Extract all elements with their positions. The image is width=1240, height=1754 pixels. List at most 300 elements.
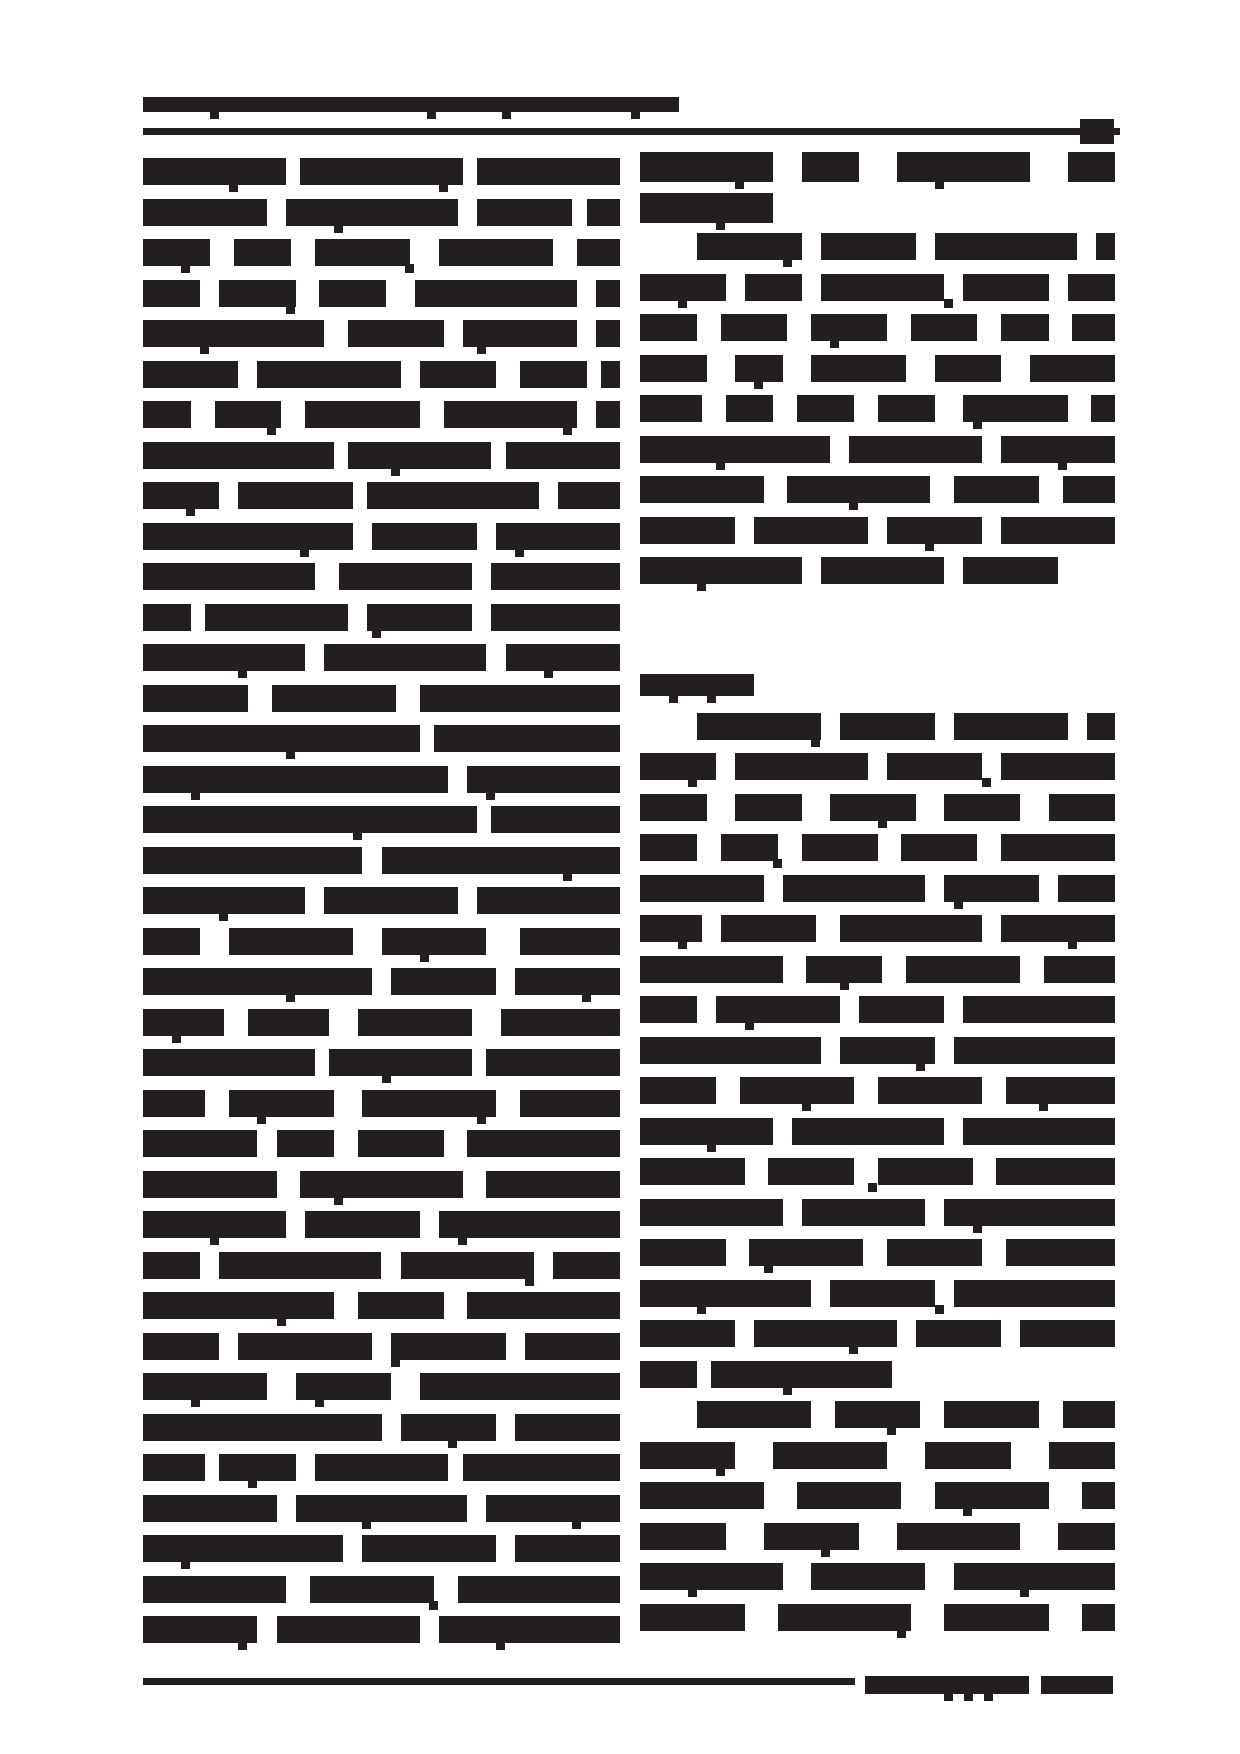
descender-mark xyxy=(1039,1102,1048,1111)
redacted-word xyxy=(1001,753,1115,780)
descender-mark xyxy=(172,1034,181,1043)
redacted-word xyxy=(721,834,778,861)
descender-mark xyxy=(315,1398,324,1407)
redacted-heading-line xyxy=(640,193,1115,234)
redacted-word xyxy=(716,996,840,1023)
redacted-word xyxy=(1063,1401,1115,1428)
redacted-word xyxy=(296,1495,468,1522)
redacted-word xyxy=(467,766,620,793)
redacted-paragraph-line xyxy=(640,1077,1115,1118)
descender-mark xyxy=(582,993,591,1002)
descender-mark xyxy=(745,1021,754,1030)
descender-mark xyxy=(181,264,190,273)
redacted-word xyxy=(1020,1320,1115,1347)
redacted-word xyxy=(143,1211,286,1238)
redacted-paragraph-line xyxy=(640,1118,1115,1159)
redacted-paragraph-line xyxy=(640,956,1115,997)
descender-mark xyxy=(973,1224,982,1233)
redacted-word xyxy=(486,1495,620,1522)
descender-mark xyxy=(334,1196,343,1205)
descender-mark xyxy=(277,1317,286,1326)
descender-mark xyxy=(1020,1588,1029,1597)
redacted-word xyxy=(783,875,926,902)
redacted-word xyxy=(963,996,1115,1023)
descender-mark xyxy=(982,778,991,787)
redacted-paragraph-line xyxy=(143,1333,620,1374)
redacted-word xyxy=(143,644,305,671)
redacted-word xyxy=(143,1130,257,1157)
redacted-word xyxy=(787,476,930,503)
redacted-word xyxy=(391,1333,505,1360)
descender-mark xyxy=(181,1560,190,1569)
redacted-word xyxy=(640,436,830,463)
redacted-word xyxy=(143,199,267,226)
redacted-word xyxy=(238,482,352,509)
redacted-word xyxy=(745,274,802,301)
redacted-word xyxy=(143,320,324,347)
redacted-paragraph-line xyxy=(143,158,620,199)
redacted-word xyxy=(391,968,496,995)
redacted-paragraph-line xyxy=(640,1158,1115,1199)
redacted-word xyxy=(1001,314,1049,341)
redacted-word xyxy=(821,274,945,301)
redacted-paragraph-line xyxy=(143,928,620,969)
descender-mark xyxy=(200,345,209,354)
redacted-paragraph-line xyxy=(143,725,620,766)
redacted-word xyxy=(963,1118,1115,1145)
descender-mark xyxy=(439,183,448,192)
redacted-paragraph-line xyxy=(143,685,620,726)
redacted-word xyxy=(778,1604,911,1631)
redacted-word xyxy=(520,361,587,388)
redacted-word xyxy=(640,355,707,382)
redacted-paragraph-line xyxy=(143,1211,620,1252)
redacted-word xyxy=(640,875,764,902)
descender-mark xyxy=(191,791,200,800)
descender-mark xyxy=(935,180,944,189)
redacted-word xyxy=(420,1373,620,1400)
footer-rule xyxy=(143,1678,855,1685)
redacted-word xyxy=(515,1414,620,1441)
redacted-word xyxy=(215,401,282,428)
redacted-word xyxy=(296,1373,391,1400)
redacted-word xyxy=(640,674,754,696)
redacted-word xyxy=(372,523,477,550)
redacted-paragraph-line xyxy=(640,314,1115,355)
redacted-word xyxy=(501,1009,620,1036)
redacted-word xyxy=(640,1482,764,1509)
redacted-paragraph-line xyxy=(143,239,620,280)
redacted-word xyxy=(963,274,1049,301)
descender-mark xyxy=(257,1115,266,1124)
redacted-word xyxy=(558,482,620,509)
redacted-word xyxy=(596,280,620,307)
redacted-word xyxy=(143,1333,219,1360)
redacted-word xyxy=(640,1199,783,1226)
redacted-word xyxy=(596,320,620,347)
redacted-paragraph-line xyxy=(640,1401,1115,1442)
redacted-word xyxy=(640,557,802,584)
redacted-word xyxy=(324,887,458,914)
descender-mark xyxy=(210,1236,219,1245)
redacted-word xyxy=(887,517,982,544)
redacted-paragraph-line xyxy=(143,320,620,361)
redacted-word xyxy=(640,1320,735,1347)
redacted-word xyxy=(577,239,620,266)
redacted-word xyxy=(963,557,1058,584)
redacted-heading-line xyxy=(640,152,1115,193)
redacted-paragraph-line xyxy=(640,1239,1115,1280)
redacted-word xyxy=(859,996,945,1023)
redacted-word xyxy=(143,1049,315,1076)
redacted-paragraph-line xyxy=(143,280,620,321)
redacted-word xyxy=(1082,1482,1115,1509)
descender-mark xyxy=(935,1305,944,1314)
redacted-word xyxy=(901,834,977,861)
redacted-word xyxy=(143,725,420,752)
redacted-word xyxy=(811,1563,925,1590)
descender-mark xyxy=(448,1439,457,1448)
redacted-word xyxy=(439,1211,620,1238)
redacted-paragraph-line xyxy=(640,915,1115,956)
descender-mark xyxy=(238,1641,247,1650)
redacted-word xyxy=(491,563,620,590)
redacted-word xyxy=(935,1482,1049,1509)
redacted-word xyxy=(434,725,620,752)
descender-mark xyxy=(973,420,982,429)
descender-mark xyxy=(486,791,495,800)
redacted-word xyxy=(640,517,735,544)
descender-mark xyxy=(248,1479,257,1488)
redacted-word xyxy=(219,1454,295,1481)
redacted-paragraph-line xyxy=(143,1049,620,1090)
redacted-word xyxy=(1001,834,1115,861)
footer-credit-redacted xyxy=(865,1676,1113,1708)
redacted-word xyxy=(897,152,1030,182)
descender-mark xyxy=(984,1692,993,1701)
redacted-paragraph-line xyxy=(640,713,1115,754)
redacted-paragraph-line xyxy=(143,442,620,483)
descender-mark xyxy=(1058,461,1067,470)
redacted-word xyxy=(520,1090,620,1117)
redacted-word xyxy=(802,152,859,182)
redacted-word xyxy=(1091,395,1115,422)
descender-mark xyxy=(186,507,195,516)
redacted-word xyxy=(835,1401,921,1428)
descender-mark xyxy=(267,426,276,435)
redacted-word xyxy=(797,1482,902,1509)
redacted-word xyxy=(640,274,726,301)
redacted-word xyxy=(721,915,816,942)
redacted-word xyxy=(944,794,1020,821)
redacted-word xyxy=(840,1037,935,1064)
header-rule xyxy=(143,128,1120,135)
redacted-word xyxy=(219,1252,381,1279)
redacted-word xyxy=(143,1454,205,1481)
redacted-word xyxy=(821,557,945,584)
redacted-word xyxy=(954,713,1068,740)
redacted-word xyxy=(640,1361,697,1388)
redacted-word xyxy=(640,956,783,983)
redacted-paragraph-line xyxy=(640,1442,1115,1483)
redacted-word xyxy=(467,1292,620,1319)
redacted-word xyxy=(1001,915,1115,942)
redacted-word xyxy=(697,1401,811,1428)
descender-mark xyxy=(802,1102,811,1111)
descender-mark xyxy=(229,183,238,192)
descender-mark xyxy=(954,900,963,909)
redacted-word xyxy=(773,1442,887,1469)
redacted-word xyxy=(315,1454,449,1481)
redacted-word xyxy=(935,233,1078,260)
descender-mark xyxy=(631,110,640,119)
redacted-word xyxy=(830,1280,935,1307)
descender-mark xyxy=(429,1601,438,1610)
redacted-word xyxy=(382,847,621,874)
redacted-word xyxy=(143,685,248,712)
descender-mark xyxy=(716,221,725,230)
descender-mark xyxy=(458,1236,467,1245)
redacted-word xyxy=(640,1158,745,1185)
descender-mark xyxy=(334,224,343,233)
redacted-word xyxy=(463,320,577,347)
redacted-word xyxy=(954,1563,1116,1590)
redacted-word xyxy=(811,314,887,341)
redacted-word xyxy=(640,1280,811,1307)
redacted-word xyxy=(300,158,462,185)
redacted-word xyxy=(1087,713,1116,740)
redacted-word xyxy=(491,806,620,833)
redacted-paragraph-line xyxy=(143,1414,620,1455)
redacted-paragraph-line xyxy=(143,644,620,685)
redacted-word xyxy=(640,753,716,780)
redacted-word xyxy=(1068,152,1116,182)
descender-mark xyxy=(544,669,553,678)
header-running-title-redacted xyxy=(143,97,679,126)
redacted-word xyxy=(229,1090,334,1117)
descender-mark xyxy=(563,872,572,881)
redacted-paragraph-line xyxy=(143,766,620,807)
redacted-word xyxy=(726,395,774,422)
redacted-word xyxy=(143,1009,224,1036)
redacted-word xyxy=(234,239,291,266)
redacted-word xyxy=(277,1616,420,1643)
redacted-word xyxy=(143,158,286,185)
descender-mark xyxy=(391,467,400,476)
redacted-word xyxy=(1006,1077,1115,1104)
redacted-paragraph-line xyxy=(640,1280,1115,1321)
redacted-paragraph-line xyxy=(143,847,620,888)
redacted-word xyxy=(944,1401,1039,1428)
descender-mark xyxy=(868,1183,877,1192)
redacted-word xyxy=(143,968,372,995)
redacted-paragraph-line xyxy=(143,482,620,523)
redacted-word xyxy=(525,1333,620,1360)
descender-mark xyxy=(286,750,295,759)
descender-mark xyxy=(496,1641,505,1650)
redacted-word xyxy=(439,1616,620,1643)
redacted-word xyxy=(248,1009,329,1036)
page-number-redacted xyxy=(1080,119,1114,144)
descender-mark xyxy=(362,1520,371,1529)
descender-mark xyxy=(688,1588,697,1597)
descender-mark xyxy=(219,912,228,921)
redacted-word xyxy=(878,1158,973,1185)
redacted-word xyxy=(143,1090,205,1117)
redacted-word xyxy=(143,563,315,590)
descender-mark xyxy=(773,859,782,868)
redacted-paragraph-line xyxy=(143,401,620,442)
redacted-paragraph-line xyxy=(143,1252,620,1293)
redacted-word xyxy=(797,395,854,422)
descender-mark xyxy=(300,548,309,557)
redacted-word xyxy=(257,361,400,388)
redacted-paragraph-line xyxy=(640,557,1115,598)
redacted-word xyxy=(935,355,1002,382)
descender-mark xyxy=(391,1358,400,1367)
redacted-word xyxy=(143,442,334,469)
redacted-word xyxy=(697,713,821,740)
redacted-word xyxy=(143,1252,200,1279)
descender-mark xyxy=(849,1345,858,1354)
redacted-word xyxy=(420,685,620,712)
redacted-word xyxy=(362,1535,496,1562)
redacted-word xyxy=(401,1414,496,1441)
right-text-column xyxy=(640,152,1115,1644)
redacted-word xyxy=(640,395,702,422)
redacted-word xyxy=(1058,875,1115,902)
redacted-word xyxy=(329,1049,472,1076)
descender-mark xyxy=(353,831,362,840)
redacted-word xyxy=(721,314,788,341)
redacted-word xyxy=(477,158,620,185)
redacted-word xyxy=(878,1077,983,1104)
redacted-word xyxy=(802,1199,926,1226)
redacted-word xyxy=(697,233,802,260)
redacted-paragraph-line xyxy=(640,1604,1115,1645)
redacted-word xyxy=(272,685,396,712)
redacted-word xyxy=(640,1118,773,1145)
redacted-word xyxy=(911,314,978,341)
redacted-word xyxy=(1072,314,1115,341)
redacted-paragraph-line xyxy=(640,1563,1115,1604)
descender-mark xyxy=(849,501,858,510)
redacted-word xyxy=(1068,274,1116,301)
redacted-paragraph-line xyxy=(143,1171,620,1212)
redacted-word xyxy=(640,996,697,1023)
redacted-word xyxy=(348,442,491,469)
redacted-word xyxy=(229,928,353,955)
redacted-word xyxy=(477,887,620,914)
redacted-word xyxy=(486,1171,620,1198)
redacted-paragraph-line xyxy=(143,1576,620,1617)
redacted-word xyxy=(963,395,1068,422)
redacted-word xyxy=(463,1454,620,1481)
redacted-word xyxy=(362,1090,496,1117)
redacted-word xyxy=(382,928,487,955)
redacted-word xyxy=(219,280,295,307)
redacted-word xyxy=(401,1252,535,1279)
descender-mark xyxy=(944,299,953,308)
redacted-paragraph-line xyxy=(143,1090,620,1131)
redacted-paragraph-line xyxy=(640,834,1115,875)
redacted-word xyxy=(143,1495,277,1522)
redacted-word xyxy=(640,152,773,182)
redacted-word xyxy=(324,644,486,671)
redacted-word xyxy=(887,1239,982,1266)
redacted-word xyxy=(420,361,496,388)
redacted-subheading-line xyxy=(640,674,1115,713)
descender-mark xyxy=(887,1426,896,1435)
descender-mark xyxy=(210,110,219,119)
descender-mark xyxy=(405,264,414,273)
redacted-word xyxy=(954,1280,1116,1307)
descender-mark xyxy=(477,345,486,354)
redacted-word xyxy=(415,280,577,307)
redacted-word xyxy=(897,1523,1021,1550)
redacted-word xyxy=(735,753,868,780)
redacted-word xyxy=(1030,355,1116,382)
redacted-paragraph-line xyxy=(143,1495,620,1536)
redacted-paragraph-line xyxy=(143,1130,620,1171)
descender-mark xyxy=(878,819,887,828)
descender-mark xyxy=(964,1692,973,1701)
descender-mark xyxy=(783,1386,792,1395)
redacted-word xyxy=(640,1523,726,1550)
descender-mark xyxy=(477,1115,486,1124)
redacted-paragraph-line xyxy=(143,1292,620,1333)
redacted-word xyxy=(506,644,620,671)
redacted-word xyxy=(640,314,697,341)
redacted-paragraph-line xyxy=(143,604,620,645)
redacted-credit-text xyxy=(1041,1676,1113,1694)
redacted-word xyxy=(944,1199,1115,1226)
redacted-word xyxy=(806,956,882,983)
redacted-word xyxy=(496,523,620,550)
redacted-paragraph-line xyxy=(640,1199,1115,1240)
redacted-word xyxy=(477,199,572,226)
redacted-word xyxy=(1049,1442,1116,1469)
descender-mark xyxy=(811,738,820,747)
descender-mark xyxy=(678,940,687,949)
left-text-column xyxy=(143,158,620,1657)
redacted-word xyxy=(1058,1523,1115,1550)
descender-mark xyxy=(707,1143,716,1152)
redacted-paragraph-line xyxy=(143,1454,620,1495)
redacted-word xyxy=(640,794,707,821)
redacted-word xyxy=(802,834,878,861)
redacted-paragraph-line xyxy=(143,1009,620,1050)
redacted-word xyxy=(596,401,620,428)
redacted-word xyxy=(840,915,983,942)
redacted-paragraph-line xyxy=(640,274,1115,315)
redacted-word xyxy=(143,523,353,550)
redacted-word xyxy=(348,320,443,347)
redacted-word xyxy=(143,604,191,631)
redacted-word xyxy=(143,401,191,428)
redacted-word xyxy=(310,1576,434,1603)
redacted-word xyxy=(711,1361,892,1388)
redacted-word xyxy=(143,766,448,793)
redacted-word xyxy=(640,1563,783,1590)
redacted-word xyxy=(439,239,553,266)
redacted-word xyxy=(205,604,348,631)
redacted-word xyxy=(486,1049,620,1076)
redacted-word xyxy=(954,476,1040,503)
redacted-word xyxy=(319,280,386,307)
redacted-paragraph-line xyxy=(640,1361,1115,1402)
descender-mark xyxy=(238,669,247,678)
